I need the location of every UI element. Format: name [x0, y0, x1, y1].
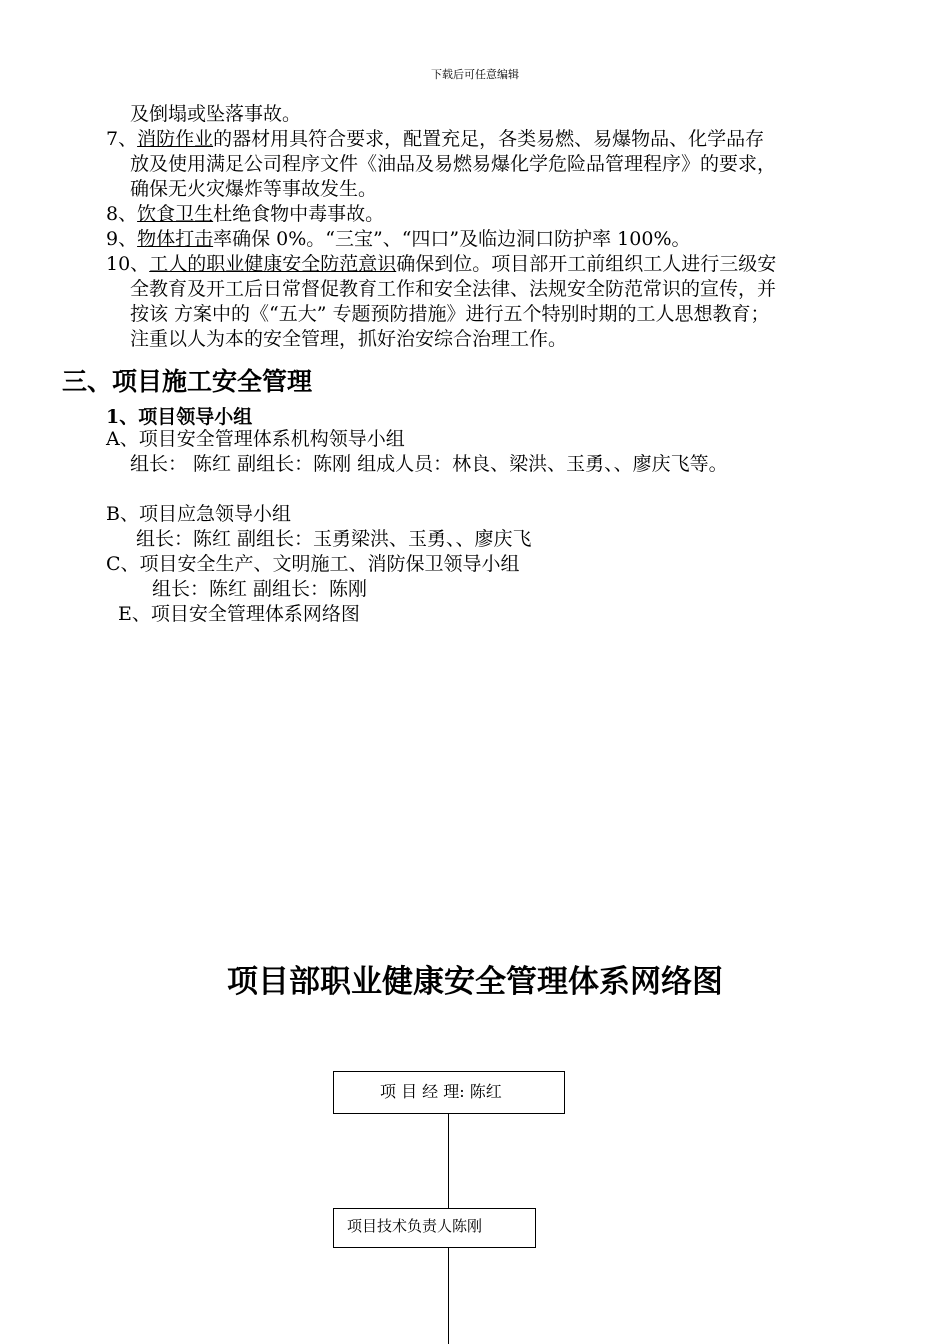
org-box-project-manager [333, 1071, 565, 1114]
group-b-title: B、项目应急领导小组 [106, 503, 291, 525]
item-7-text: 的器材用具符合要求，配置充足，各类易燃、易爆物品、化学品存 [213, 128, 765, 150]
org-connector-line [448, 1114, 449, 1208]
org-chart-title: 项目部职业健康安全管理体系网络图 [227, 964, 723, 1000]
item-7-number: 7、 [106, 128, 138, 150]
org-box-technical-lead-label: 项目技术负责人陈刚 [347, 1217, 483, 1235]
item-7-keyword: 消防作业 [137, 128, 214, 150]
item-10 [106, 252, 776, 277]
group-e-title: E、项目安全管理体系网络图 [118, 603, 360, 625]
item-10-line-2: 全教育及开工后日常督促教育工作和安全法律、法规安全防范常识的宣传，并 [130, 278, 777, 300]
group-c-members: 组长：陈红 副组长：陈刚 [152, 578, 368, 600]
item-7 [106, 127, 764, 152]
item-10-text: 确保到位。项目部开工前组织工人进行三级安 [396, 253, 777, 275]
item-9-number: 9、 [106, 228, 138, 250]
item-9-keyword: 物体打击 [137, 228, 214, 250]
item-9 [106, 227, 691, 252]
subsection-leadership-group: 1、项目领导小组 [106, 406, 253, 428]
item-8 [106, 202, 384, 227]
item-8-number: 8、 [106, 203, 138, 225]
item-8-keyword: 饮食卫生 [137, 203, 214, 225]
item-7-line-2: 放及使用满足公司程序文件《油品及易燃易爆化学危险品管理程序》的要求， [130, 153, 777, 175]
group-a-members: 组长： 陈红 副组长：陈刚 组成人员：林良、梁洪、玉勇、、廖庆飞等。 [130, 453, 728, 475]
page-header-note: 下载后可任意编辑 [431, 68, 519, 81]
group-b-members: 组长：陈红 副组长：玉勇梁洪、玉勇、、廖庆飞 [136, 528, 532, 550]
item-8-text: 杜绝食物中毒事故。 [213, 203, 385, 225]
org-box-technical-lead [333, 1208, 536, 1248]
item-10-keyword: 工人的职业健康安全防范意识 [149, 253, 397, 275]
item-7-line-3: 确保无火灾爆炸等事故发生。 [130, 178, 378, 200]
item-10-line-3: 按该 方案中的《“五大” 专题预防措施》进行五个特别时期的工人思想教育； [130, 303, 770, 325]
group-c-title: C、项目安全生产、文明施工、消防保卫领导小组 [106, 553, 520, 575]
item-9-text: 率确保 0%。“三宝”、“四口”及临边洞口防护率 100%。 [213, 228, 691, 250]
org-box-project-manager-label: 项 目 经 理: 陈红 [380, 1082, 502, 1101]
section-3-heading: 三、项目施工安全管理 [62, 367, 313, 396]
item-10-number: 10、 [106, 253, 150, 275]
org-connector-line-lower [448, 1248, 449, 1344]
item-6-continuation: 及倒塌或坠落事故。 [130, 103, 302, 125]
group-a-title: A、项目安全管理体系机构领导小组 [106, 428, 405, 450]
item-10-line-4: 注重以人为本的安全管理，抓好治安综合治理工作。 [130, 328, 568, 350]
